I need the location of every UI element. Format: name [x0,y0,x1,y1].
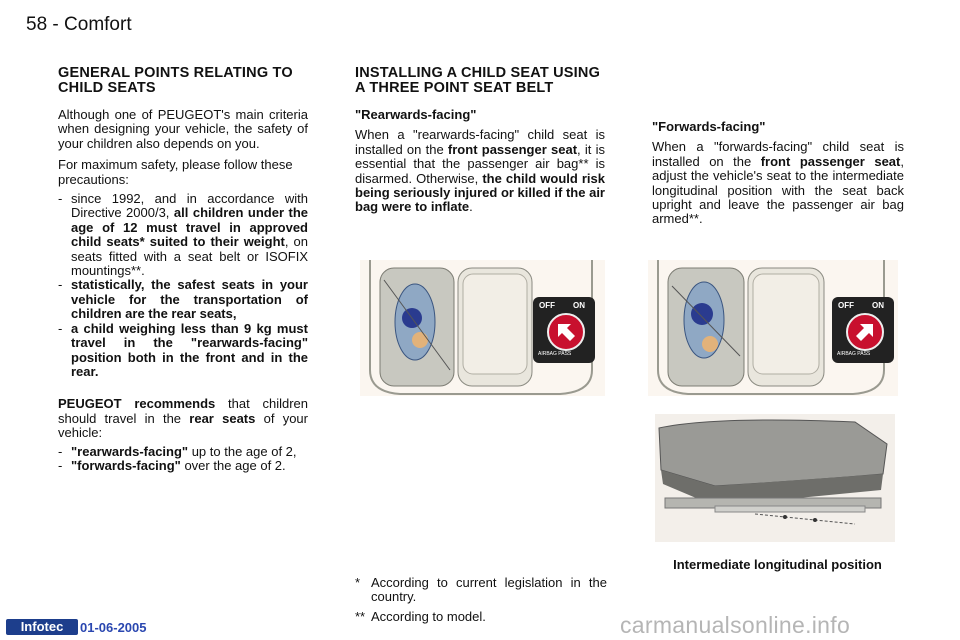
precaution-item: - since 1992, and in accordance with Directive 2000/3, all children under the age of 12 must travel in approved child seats* suited to their weight, on seats fitted with a seat belt or ISOFIX mountings**. [58,191,309,279]
installing-heading: INSTALLING A CHILD SEAT USING A THREE POINT SEAT BELT [355,65,601,96]
general-points-heading: GENERAL POINTS RELATING TO CHILD SEATS [58,65,293,96]
precautions-paragraph: For maximum safety, please follow these precautions: [58,157,293,187]
precaution-item: - statistically, the safest seats in your vehicle for the transportation of children are the rear seats, [58,277,308,322]
watermark: carmanualsonline.info [620,612,851,638]
page-number: 58 [26,14,48,35]
intro-paragraph: Although one of PEUGEOT's main criteria when designing your vehicle, the safety of your children also depends on you. [58,107,308,151]
rearwards-subheading: "Rearwards-facing" [355,107,477,122]
forwards-column [652,120,904,227]
arrow-up-right-icon [848,315,882,349]
forwards-subheading: "Forwards-facing" [652,119,766,134]
edition-date: 01-06-2005 [80,620,147,635]
page-header [26,14,132,36]
recommendation-paragraph: PEUGEOT recommends that children should travel in the rear seats of your vehicle: [58,396,308,441]
precaution-item: - a child weighing less than 9 kg must travel in the "rearwards-facing" position both in the front and in the rear. [58,320,308,379]
header-separator: - [52,14,59,35]
section-title: Comfort [64,14,132,35]
seat-cushion-icon [655,414,895,542]
footnote-item: ** According to model. [355,608,486,624]
figure-caption: Intermediate longitudinal position [673,557,882,572]
installing-column [355,66,605,215]
switch-knob-icon [846,313,884,351]
seat-runner-illustration [655,414,895,542]
recommendation-item: - "rearwards-facing" up to the age of 2, [58,443,297,459]
recommendation-item: - "forwards-facing" over the age of 2. [58,457,286,473]
forwards-paragraph: When a "forwards-facing" child seat is installed on the front passenger seat, adjust the vehicle's seat to the intermediate longitudinal position with the seat back upright and leave the passenger air bag armed**. [652,139,904,227]
airbag-switch-rear: OFF ON AIRBAG PASS [533,297,595,363]
rearwards-paragraph: When a "rearwards-facing" child seat is installed on the front passenger seat, it is essential that the passenger air bag** is disarmed. Otherwise, the child would risk being seriously injured or killed if the air bag were to inflate. [355,127,605,215]
infotec-logo: Infotec [6,619,78,635]
arrow-up-left-icon [549,315,583,349]
general-points-column [58,66,308,473]
switch-knob-icon [547,313,585,351]
footnote-item: * According to current legislation in the country. [355,575,607,605]
footnotes [355,576,607,624]
airbag-switch-front: OFF ON AIRBAG PASS [832,297,894,363]
